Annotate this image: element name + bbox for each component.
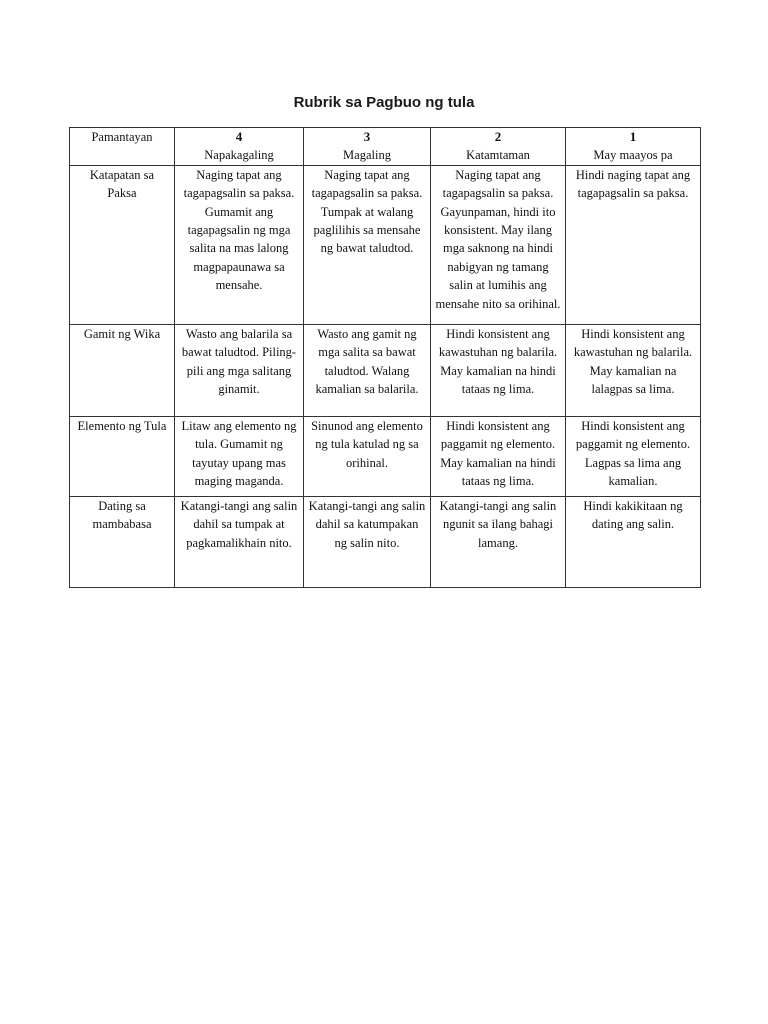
level-header-2 (431, 128, 566, 166)
criterion-cell: Katapatan sa Paksa (70, 165, 175, 324)
rubric-cell: Hindi konsistent ang kawastuhan ng balarila. May kamalian na lalagpas sa lima. (566, 324, 701, 416)
level-score: 1 (629, 129, 637, 144)
level-header-1 (566, 128, 701, 166)
rubric-cell: Hindi kakikitaan ng dating ang salin. (566, 496, 701, 587)
criterion-cell: Dating sa mambabasa (70, 496, 175, 587)
rubric-cell: Hindi naging tapat ang tagapagsalin sa paksa. (566, 165, 701, 324)
rubric-cell: Naging tapat ang tagapagsalin sa paksa. Gumamit ang tagapagsalin ng mga salita na mas lalong magpapaunawa sa mensahe. (175, 165, 304, 324)
level-header-4 (175, 128, 304, 166)
rubric-cell: Katangi-tangi ang salin ngunit sa ilang bahagi lamang. (431, 496, 566, 587)
level-label: Napakagaling (204, 148, 274, 163)
page-title: Rubrik sa Pagbuo ng tula (293, 94, 475, 111)
table-row (70, 165, 701, 324)
rubric-cell: Hindi konsistent ang kawastuhan ng balarila. May kamalian na hindi tataas ng lima. (431, 324, 566, 416)
criteria-column-header: Pamantayan (70, 128, 175, 166)
rubric-table (69, 127, 701, 588)
rubric-cell: Litaw ang elemento ng tula. Gumamit ng tayutay upang mas maging maganda. (175, 416, 304, 496)
level-label: Magaling (343, 148, 391, 163)
rubric-cell: Hindi konsistent ang paggamit ng elemento. May kamalian na hindi tataas ng lima. (431, 416, 566, 496)
level-score: 2 (494, 129, 502, 144)
rubric-cell: Naging tapat ang tagapagsalin sa paksa. Gayunpaman, hindi ito konsistent. May ilang mga saknong na hindi nabigyan ng tamang salin at lumihis ang mensahe nito sa orihinal. (431, 165, 566, 324)
level-label: May maayos pa (593, 148, 673, 163)
rubric-cell: Wasto ang balarila sa bawat taludtod. Piling-pili ang mga salitang ginamit. (175, 324, 304, 416)
criterion-cell: Elemento ng Tula (70, 416, 175, 496)
rubric-cell: Katangi-tangi ang salin dahil sa katumpakan ng salin nito. (304, 496, 431, 587)
table-row (70, 324, 701, 416)
table-row (70, 496, 701, 587)
level-header-3 (304, 128, 431, 166)
rubric-cell: Hindi konsistent ang paggamit ng elemento. Lagpas sa lima ang kamalian. (566, 416, 701, 496)
criterion-cell: Gamit ng Wika (70, 324, 175, 416)
rubric-cell: Wasto ang gamit ng mga salita sa bawat taludtod. Walang kamalian sa balarila. (304, 324, 431, 416)
table-header-row (70, 128, 701, 166)
rubric-cell: Naging tapat ang tagapagsalin sa paksa. Tumpak at walang paglilihis sa mensahe ng bawat taludtod. (304, 165, 431, 324)
level-score: 3 (363, 129, 371, 144)
table-row (70, 416, 701, 496)
rubric-cell: Katangi-tangi ang salin dahil sa tumpak at pagkamalikhain nito. (175, 496, 304, 587)
level-score: 4 (235, 129, 243, 144)
rubric-cell: Sinunod ang elemento ng tula katulad ng sa orihinal. (304, 416, 431, 496)
level-label: Katamtaman (466, 148, 530, 163)
